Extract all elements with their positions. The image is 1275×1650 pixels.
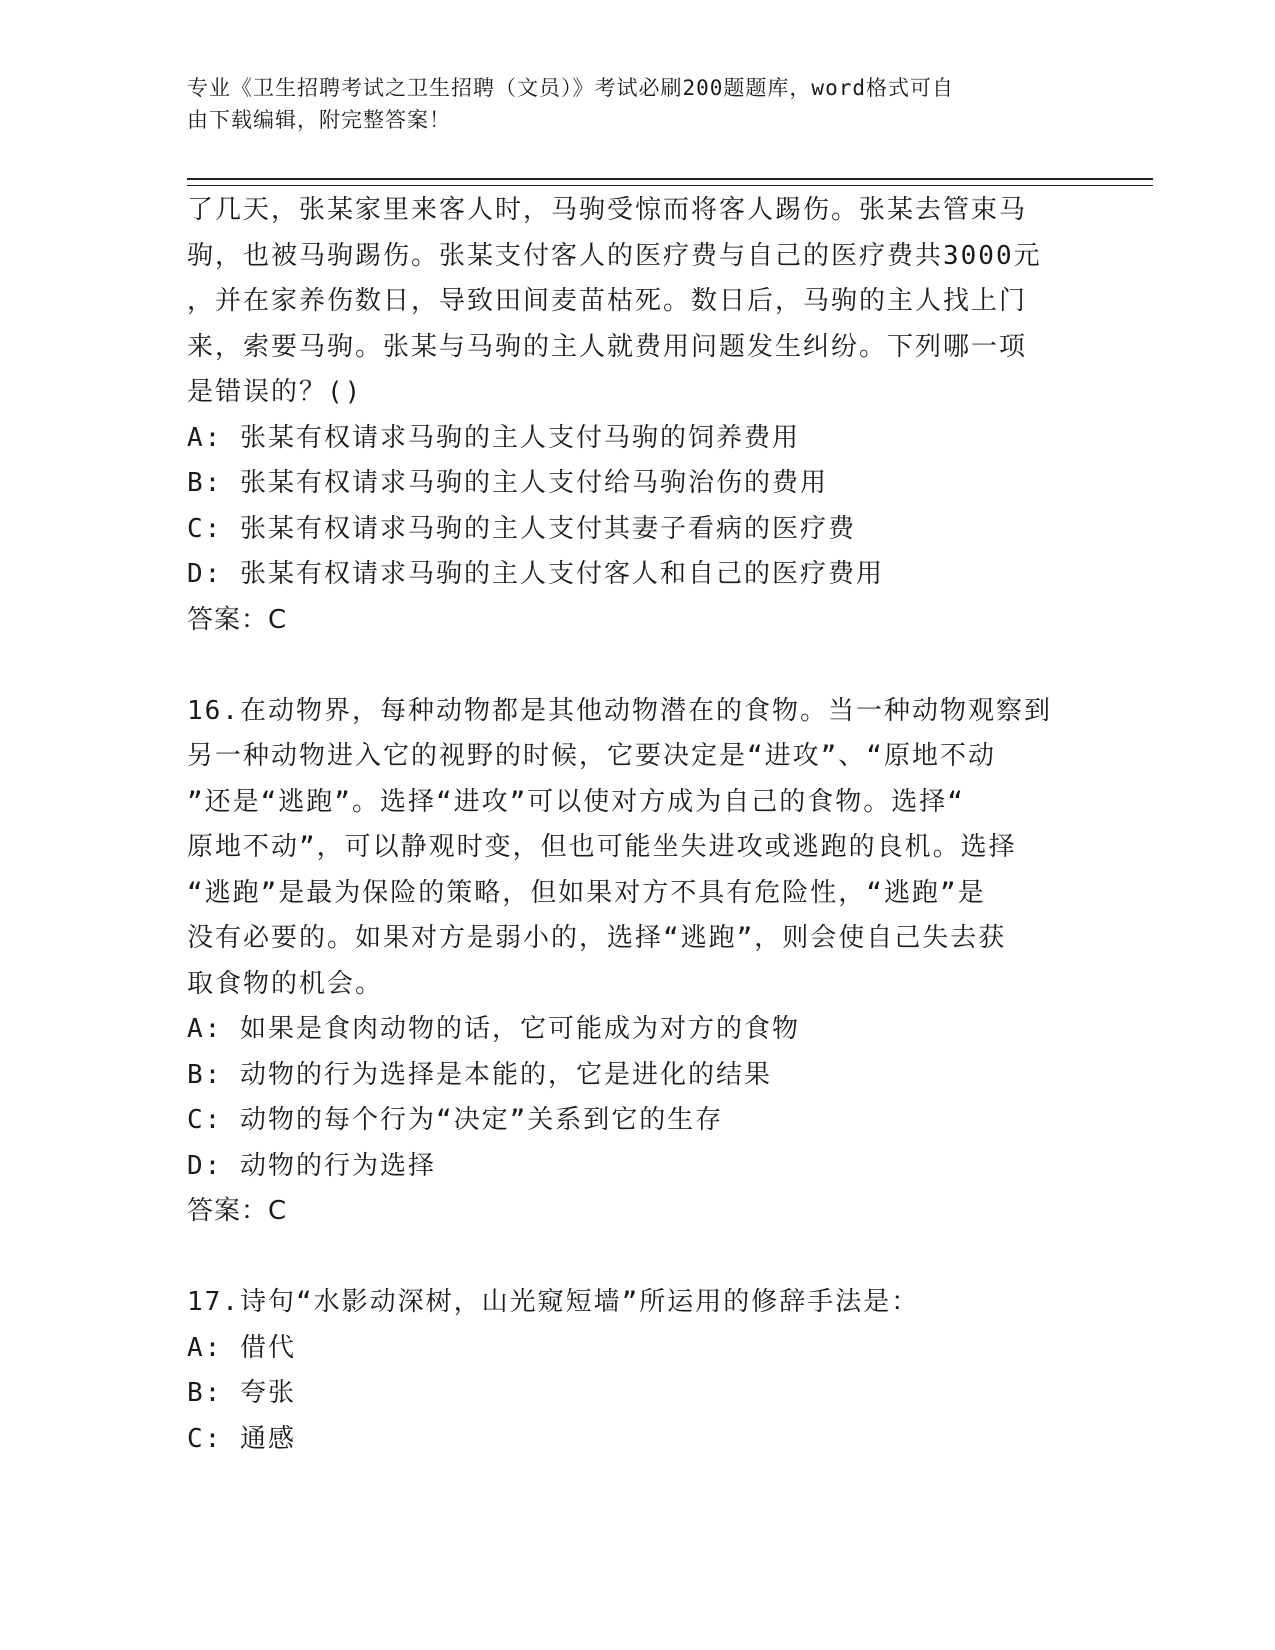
- header-divider: [187, 178, 1153, 186]
- question-16: [187, 689, 1087, 1235]
- question-text-line: 16.在动物界，每种动物都是其他动物潜在的食物。当一种动物观察到: [187, 695, 1052, 726]
- option-b: B: 夸张: [187, 1378, 296, 1408]
- question-text-line: 原地不动”，可以静观时变，但也可能坐失进攻或逃跑的良机。选择: [187, 832, 1017, 862]
- answer: 答案：C: [187, 1196, 288, 1226]
- option-a: A: 张某有权请求马驹的主人支付马驹的饲养费用: [187, 422, 800, 453]
- question-17: [187, 1280, 1087, 1462]
- question-15: [187, 188, 1087, 643]
- question-text-line: 取食物的机会。: [187, 968, 384, 999]
- option-d: D: 张某有权请求马驹的主人支付客人和自己的医疗费用: [187, 559, 884, 589]
- option-c: C: 通感: [187, 1423, 296, 1454]
- question-text-line: 另一种动物进入它的视野的时候，它要决定是“进攻”、“原地不动: [187, 741, 996, 771]
- option-b: B: 张某有权请求马驹的主人支付给马驹治伤的费用: [187, 468, 828, 498]
- question-text-line: ，并在家养伤数日，导致田间麦苗枯死。数日后，马驹的主人找上门: [187, 286, 1028, 316]
- option-a: A: 如果是食肉动物的话，它可能成为对方的食物: [187, 1014, 800, 1044]
- document-body: [187, 188, 1087, 1462]
- answer: 答案：C: [187, 604, 288, 635]
- spacer: [187, 643, 1087, 689]
- question-text-line: 了几天，张某家里来客人时，马驹受惊而将客人踢伤。张某去管束马: [187, 195, 1028, 225]
- question-text-line: 驹，也被马驹踢伤。张某支付客人的医疗费与自己的医疗费共3000元: [187, 240, 1042, 271]
- header-title-line-1: 专业《卫生招聘考试之卫生招聘（文员）》考试必刷200题题库，word格式可自: [187, 76, 954, 100]
- question-text-line: 是错误的？(): [187, 377, 363, 407]
- page-header: [187, 72, 1067, 136]
- question-text-line: 没有必要的。如果对方是弱小的，选择“逃跑”，则会使自己失去获: [187, 923, 1007, 953]
- spacer: [187, 1235, 1087, 1281]
- option-d: D: 动物的行为选择: [187, 1150, 436, 1181]
- option-c: C: 张某有权请求马驹的主人支付其妻子看病的医疗费: [187, 513, 856, 544]
- question-text-line: 17.诗句“水影动深树，山光窥短墙”所运用的修辞手法是：: [187, 1287, 920, 1317]
- option-a: A: 借代: [187, 1332, 296, 1363]
- option-c: C: 动物的每个行为“决定”关系到它的生存: [187, 1105, 724, 1135]
- question-text-line: “逃跑”是最为保险的策略，但如果对方不具有危险性，“逃跑”是: [187, 877, 986, 908]
- question-text-line: ”还是“逃跑”。选择“进攻”可以使对方成为自己的食物。选择“: [187, 786, 965, 817]
- question-text-line: 来，索要马驹。张某与马驹的主人就费用问题发生纠纷。下列哪一项: [187, 331, 1028, 362]
- option-b: B: 动物的行为选择是本能的，它是进化的结果: [187, 1059, 772, 1090]
- header-title-line-2: 由下载编辑，附完整答案！: [187, 108, 451, 132]
